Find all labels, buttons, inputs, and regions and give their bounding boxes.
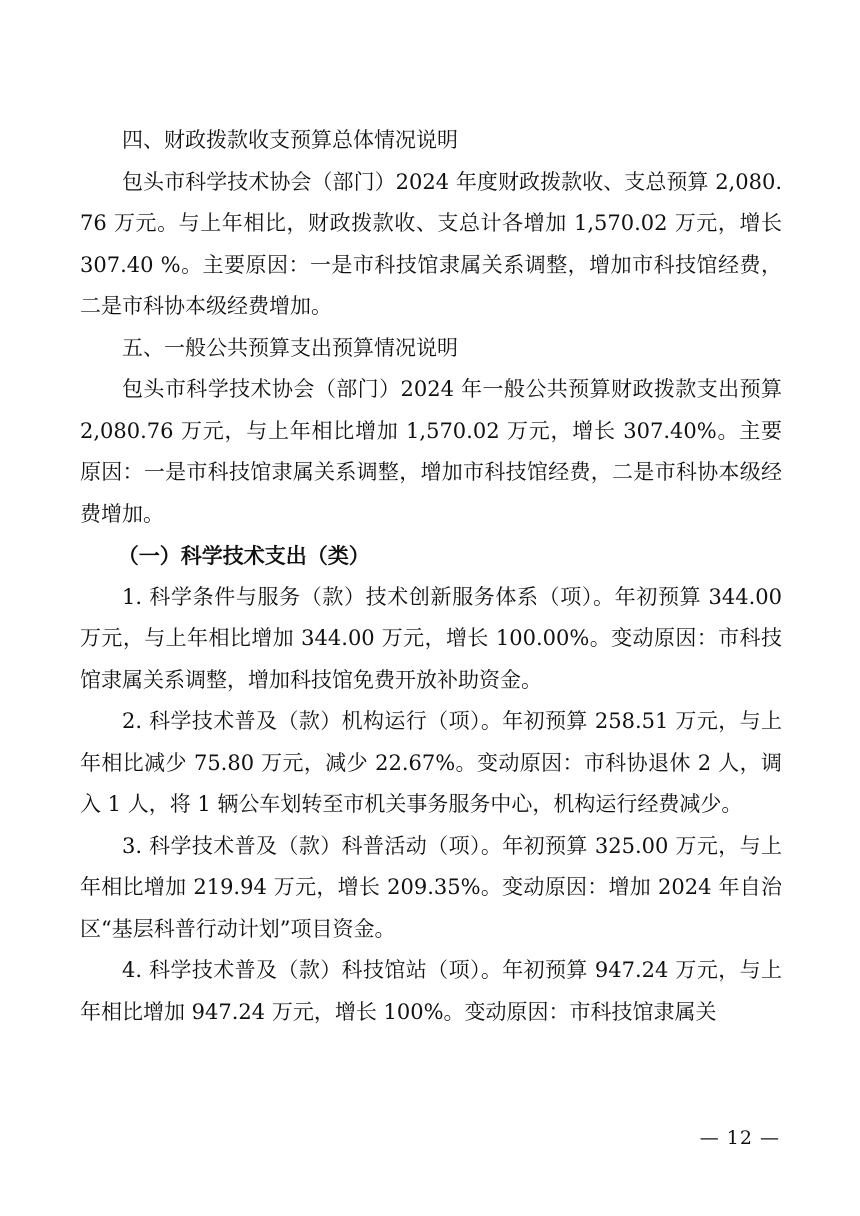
page-number: — 12 —	[699, 1127, 780, 1149]
paragraph-fiscal-overview: 包头市科学技术协会（部门）2024 年度财政拨款收、支总预算 2,080.76 万元。与上年相比，财政拨款收、支总计各增加 1,570.02 万元，增长 307.40 %。主要原因：一是市科技馆隶属关系调整，增加市科技馆经费，二是市科协本级经费增加。	[80, 169, 782, 318]
document-page	[80, 120, 782, 1033]
section-heading-five: 五、一般公共预算支出预算情况说明	[122, 335, 458, 360]
paragraph-general-public-budget: 包头市科学技术协会（部门）2024 年一般公共预算财政拨款支出预算 2,080.76 万元，与上年相比增加 1,570.02 万元，增长 307.40%。主要原因：一是市科技馆隶属关系调整，增加市科技馆经费，二是市科协本级经费增加。	[80, 377, 782, 526]
paragraph-item-3: 3. 科学技术普及（款）科普活动（项）。年初预算 325.00 万元，与上年相比增加 219.94 万元，增长 209.35%。变动原因：增加 2024 年自治区“基层科普行动计划”项目资金。	[80, 833, 782, 941]
subheading-science-tech-expenditure: （一）科学技术支出（类）	[117, 543, 370, 568]
paragraph-item-4: 4. 科学技术普及（款）科技馆站（项）。年初预算 947.24 万元，与上年相比增加 947.24 万元，增长 100%。变动原因：市科技馆隶属关	[80, 958, 782, 1024]
paragraph-item-1: 1. 科学条件与服务（款）技术创新服务体系（项）。年初预算 344.00 万元，与上年相比增加 344.00 万元，增长 100.00%。变动原因：市科技馆隶属关系调整，增加科技馆免费开放补助资金。	[80, 584, 782, 692]
paragraph-item-2: 2. 科学技术普及（款）机构运行（项）。年初预算 258.51 万元，与上年相比减少 75.80 万元，减少 22.67%。变动原因：市科协退休 2 人，调入 1 人，将 1 辆公车划转至市机关事务服务中心，机构运行经费减少。	[80, 709, 782, 816]
section-heading-four: 四、财政拨款收支预算总体情况说明	[122, 128, 458, 152]
